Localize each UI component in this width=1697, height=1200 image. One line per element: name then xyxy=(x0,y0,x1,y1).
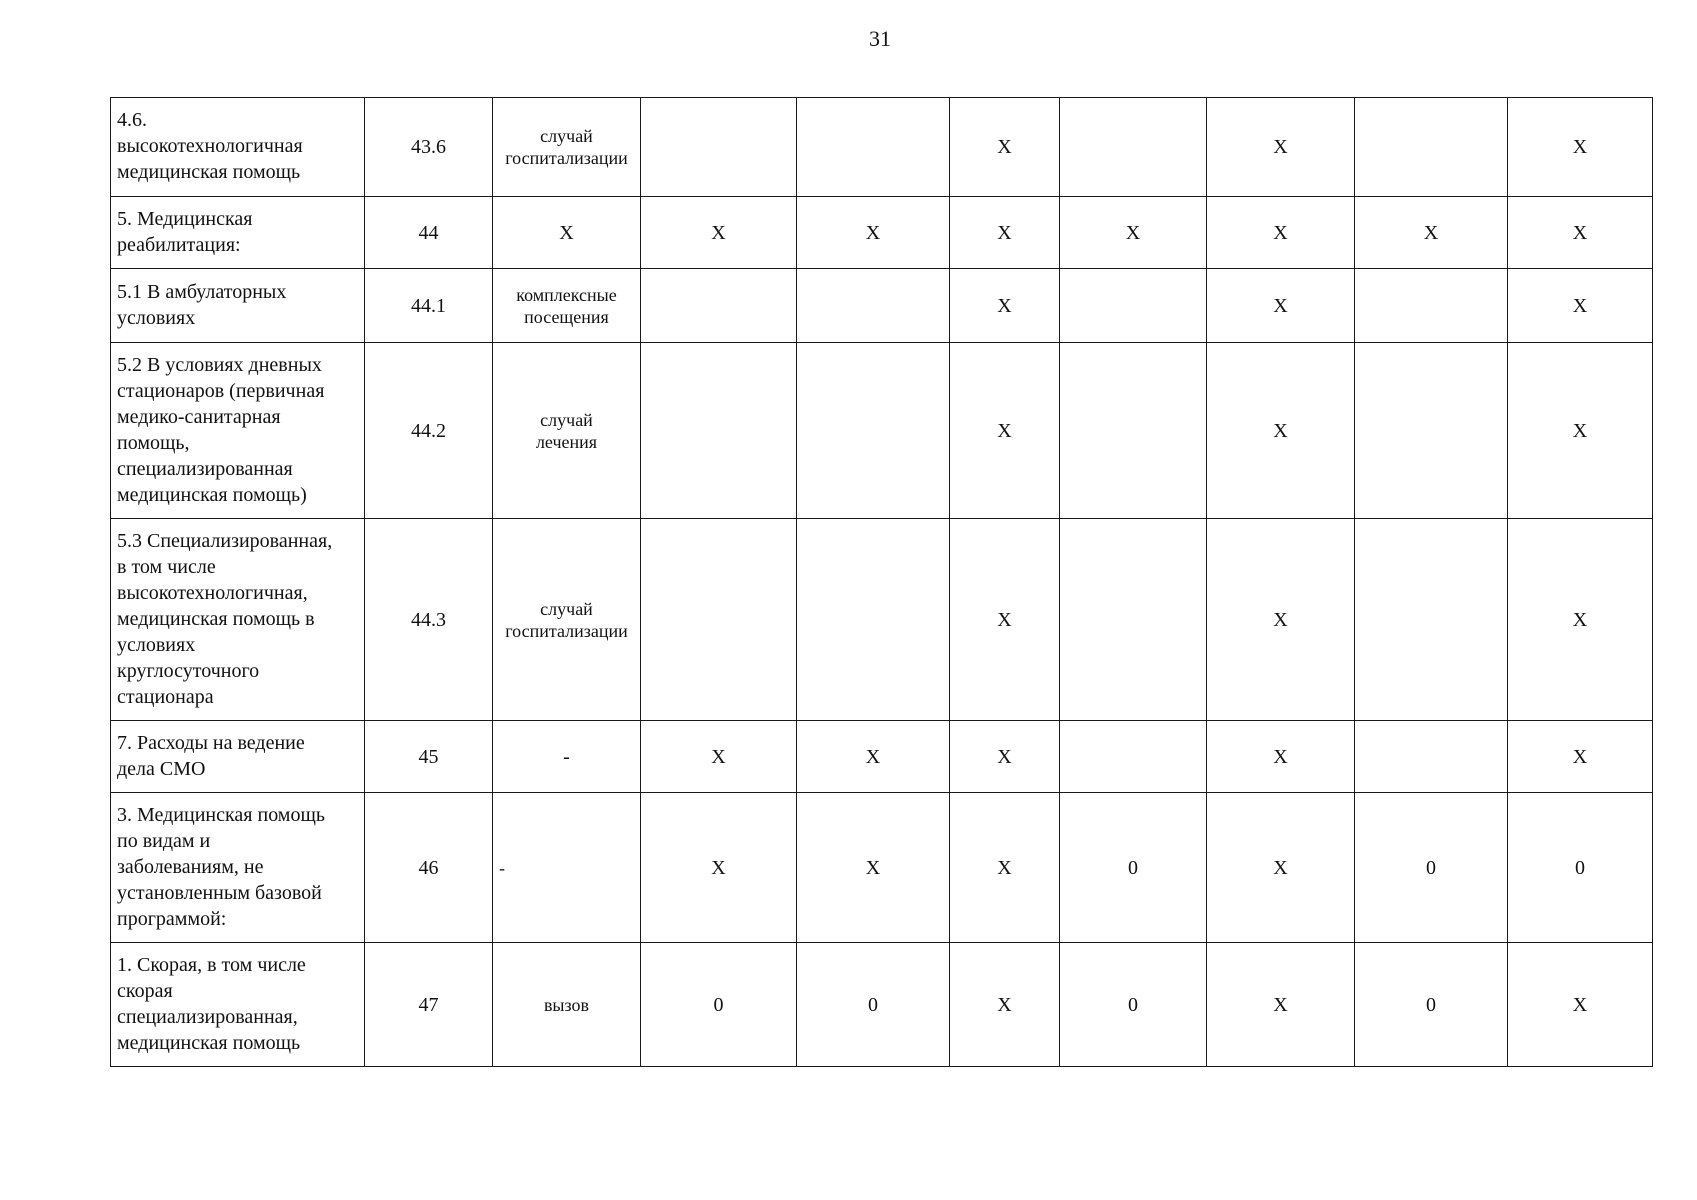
row-unit-cell: комплексные посещения xyxy=(493,269,641,343)
row-name-text: 1. Скорая, в том числе скорая специализированная, медицинская помощь xyxy=(117,953,306,1054)
value-cell xyxy=(1355,343,1508,519)
value-cell: 0 xyxy=(1508,793,1653,943)
value-cell: X xyxy=(1508,721,1653,793)
row-code-cell: 44.2 xyxy=(365,343,493,519)
value-cell: X xyxy=(1508,197,1653,269)
value-cell: X xyxy=(1207,519,1355,721)
value-cell: X xyxy=(1207,721,1355,793)
table-row xyxy=(111,343,1653,519)
value-cell: X xyxy=(797,197,950,269)
value-cell xyxy=(797,519,950,721)
row-unit-cell: - xyxy=(493,793,641,943)
value-cell: X xyxy=(950,269,1060,343)
value-cell: X xyxy=(1355,197,1508,269)
value-cell xyxy=(1355,519,1508,721)
table-row xyxy=(111,793,1653,943)
value-cell xyxy=(641,269,797,343)
value-cell xyxy=(1060,98,1207,197)
row-code-cell: 43.6 xyxy=(365,98,493,197)
value-cell: X xyxy=(950,943,1060,1067)
row-unit-cell: X xyxy=(493,197,641,269)
value-cell: X xyxy=(950,197,1060,269)
value-cell xyxy=(641,343,797,519)
data-table-container xyxy=(110,97,1653,1067)
row-name-cell xyxy=(111,98,365,197)
row-unit-cell: случай лечения xyxy=(493,343,641,519)
value-cell xyxy=(641,98,797,197)
row-name-text: 5.2 В условиях дневных стационаров (первичная медико-санитарная помощь, специализированная медицинская помощь) xyxy=(117,353,325,506)
value-cell: X xyxy=(1207,343,1355,519)
row-unit-cell: вызов xyxy=(493,943,641,1067)
row-name-cell xyxy=(111,721,365,793)
row-name-cell xyxy=(111,793,365,943)
value-cell: X xyxy=(950,793,1060,943)
value-cell: X xyxy=(1207,197,1355,269)
value-cell xyxy=(1060,519,1207,721)
value-cell: X xyxy=(950,519,1060,721)
value-cell: X xyxy=(797,721,950,793)
row-name-cell xyxy=(111,519,365,721)
value-cell: X xyxy=(950,721,1060,793)
value-cell: 0 xyxy=(797,943,950,1067)
row-name-text: 5. Медицинская реабилитация: xyxy=(117,207,253,256)
value-cell: X xyxy=(797,793,950,943)
value-cell xyxy=(797,98,950,197)
data-table xyxy=(110,97,1653,1067)
value-cell: X xyxy=(950,98,1060,197)
table-row xyxy=(111,519,1653,721)
value-cell xyxy=(1355,721,1508,793)
page-number: 31 xyxy=(869,26,891,51)
value-cell xyxy=(1060,721,1207,793)
table-row xyxy=(111,269,1653,343)
row-unit-cell: - xyxy=(493,721,641,793)
row-name-cell xyxy=(111,343,365,519)
row-name-text: 3. Медицинская помощь по видам и заболеваниям, не установленным базовой программой: xyxy=(117,803,325,930)
value-cell: X xyxy=(950,343,1060,519)
value-cell: 0 xyxy=(1355,943,1508,1067)
value-cell: X xyxy=(1207,793,1355,943)
value-cell: X xyxy=(1207,943,1355,1067)
value-cell: 0 xyxy=(1355,793,1508,943)
row-name-text: 5.3 Специализированная, в том числе высокотехнологичная, медицинская помощь в условиях круглосуточного стационара xyxy=(117,529,333,708)
row-code-cell: 45 xyxy=(365,721,493,793)
value-cell: X xyxy=(1508,519,1653,721)
row-name-text: 7. Расходы на ведение дела СМО xyxy=(117,731,305,780)
value-cell: 0 xyxy=(1060,943,1207,1067)
table-row xyxy=(111,943,1653,1067)
table-row xyxy=(111,721,1653,793)
row-code-cell: 44.1 xyxy=(365,269,493,343)
row-name-cell xyxy=(111,943,365,1067)
value-cell: X xyxy=(641,197,797,269)
row-name-cell xyxy=(111,197,365,269)
value-cell: X xyxy=(1207,269,1355,343)
row-unit-cell: случай госпитализации xyxy=(493,519,641,721)
value-cell xyxy=(1355,98,1508,197)
value-cell: X xyxy=(1508,943,1653,1067)
row-code-cell: 44 xyxy=(365,197,493,269)
row-code-cell: 46 xyxy=(365,793,493,943)
row-name-text: 4.6. высокотехнологичная медицинская помощь xyxy=(117,109,303,183)
value-cell: 0 xyxy=(1060,793,1207,943)
value-cell: X xyxy=(1508,269,1653,343)
row-name-cell xyxy=(111,269,365,343)
value-cell xyxy=(1355,269,1508,343)
value-cell: X xyxy=(1207,98,1355,197)
value-cell: X xyxy=(641,793,797,943)
value-cell xyxy=(797,269,950,343)
value-cell xyxy=(1060,343,1207,519)
value-cell xyxy=(797,343,950,519)
row-code-cell: 44.3 xyxy=(365,519,493,721)
row-code-cell: 47 xyxy=(365,943,493,1067)
value-cell: 0 xyxy=(641,943,797,1067)
value-cell: X xyxy=(1508,98,1653,197)
value-cell: X xyxy=(641,721,797,793)
value-cell xyxy=(1060,269,1207,343)
value-cell xyxy=(641,519,797,721)
table-row xyxy=(111,197,1653,269)
row-unit-cell: случай госпитализации xyxy=(493,98,641,197)
table-row xyxy=(111,98,1653,197)
value-cell: X xyxy=(1508,343,1653,519)
value-cell: X xyxy=(1060,197,1207,269)
row-name-text: 5.1 В амбулаторных условиях xyxy=(117,280,287,329)
